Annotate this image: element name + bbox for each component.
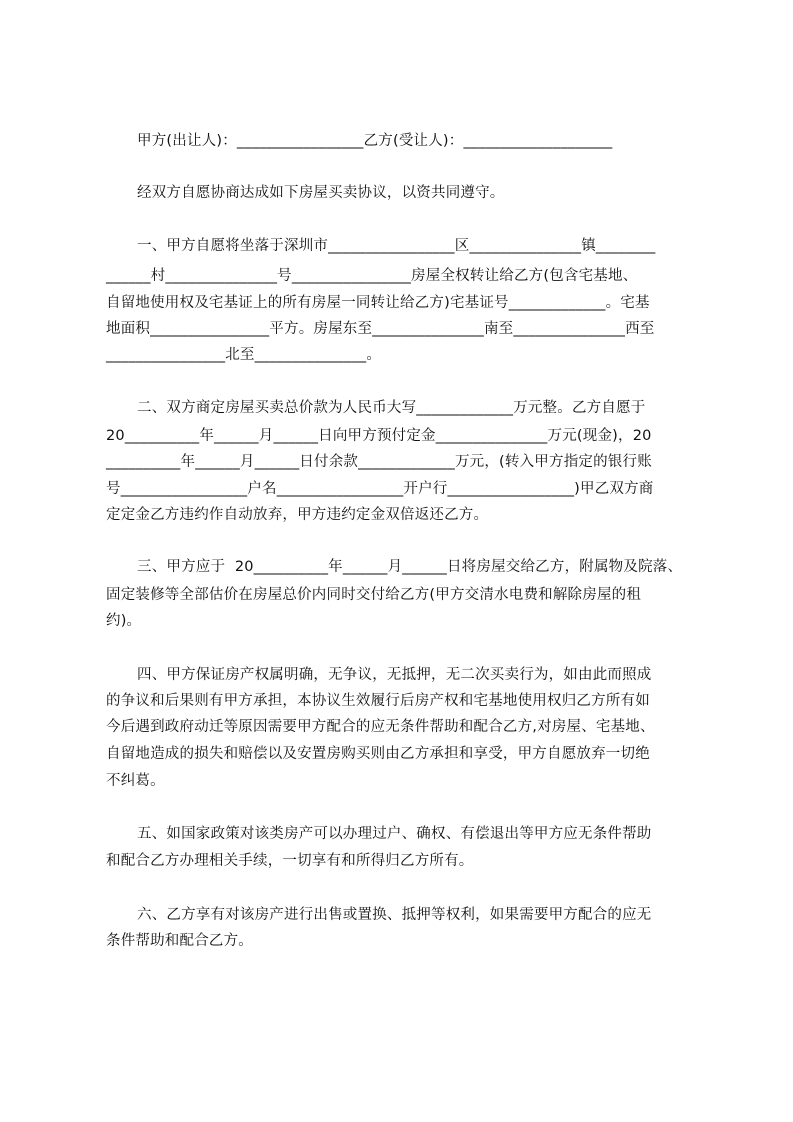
- clause-2-line: __________年______月______日付余款_____________万元，(转入甲方指定的银行账: [106, 454, 652, 470]
- clause-1-line: 一、甲方自愿将坐落于深圳市_________________区_______________镇________: [137, 238, 656, 254]
- clause-2-line: 二、双方商定房屋买卖总价款为人民币大写_____________万元整。乙方自愿于: [137, 400, 646, 416]
- intro-paragraph: 经双方自愿协商达成如下房屋买卖协议，以资共同遵守。: [137, 185, 505, 201]
- clause-1-line: 地面积________________平方。房屋东至_______________南至_______________西至: [106, 321, 655, 337]
- clause-6-line: 条件帮助和配合乙方。: [106, 933, 253, 949]
- clause-6-line: 六、乙方享有对该房产进行出售或置换、抵押等权利，如果需要甲方配合的应无: [137, 907, 652, 923]
- clause-1-line: ______村_______________号________________房屋全权转让给乙方(包含宅基地、: [106, 268, 638, 284]
- clause-1-line: ________________北至_______________。: [106, 347, 382, 363]
- clause-5-line: 和配合乙方办理相关手续，一切享有和所得归乙方所有。: [106, 853, 474, 869]
- clause-5-line: 五、如国家政策对该类房产可以办理过户、确权、有偿退出等甲方应无条件帮助: [137, 826, 652, 842]
- clause-4-line: 自留地造成的损失和赔偿以及安置房购买则由乙方承担和享受，甲方自愿放弃一切绝: [106, 746, 650, 762]
- parties-line: 甲方(出让人)：_________________乙方(受让人)：____________________: [137, 133, 613, 149]
- clause-3-line: 固定装修等全部估价在房屋总价内同时交付给乙方(甲方交清水电费和解除房屋的租: [106, 587, 642, 603]
- clause-4-line: 今后遇到政府动迁等原因需要甲方配合的应无条件帮助和配合乙方,对房屋、宅基地、: [106, 719, 655, 735]
- clause-4-line: 的争议和后果则有甲方承担，本协议生效履行后房产权和宅基地使用权归乙方所有如: [106, 693, 650, 709]
- clause-4-line: 四、甲方保证房产权属明确，无争议，无抵押，无二次买卖行为，如由此而照成: [137, 667, 652, 683]
- clause-1-line: 自留地使用权及宅基证上的所有房屋一同转让给乙方)宅基证号_____________。宅基: [106, 295, 650, 311]
- clause-2-line: 定定金乙方违约作自动放弃，甲方违约定金双倍返还乙方。: [106, 507, 489, 523]
- clause-3-line: 三、甲方应于 20__________年______月______日将房屋交给乙方，附属物及院落、: [137, 559, 683, 575]
- clause-2-line: 号_________________户名_________________开户行_________________)甲乙双方商: [106, 481, 654, 497]
- clause-3-line: 约)。: [106, 613, 142, 629]
- clause-4-line: 不纠葛。: [106, 773, 165, 789]
- clause-2-line: 20__________年______月______日向甲方预付定金_______________万元(现金)，20: [106, 428, 652, 444]
